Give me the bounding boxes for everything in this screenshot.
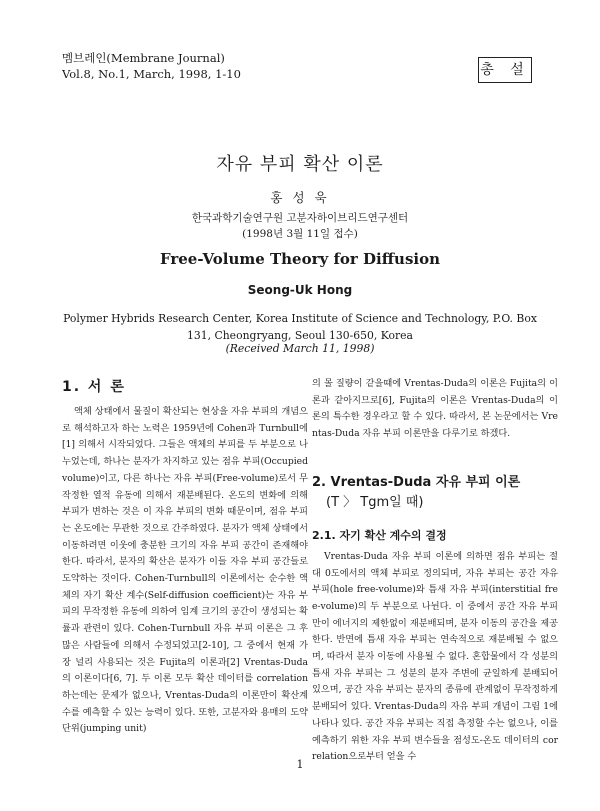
left-column — [62, 376, 308, 738]
section-1-body: 액체 상태에서 물질이 확산되는 현상을 자유 부피의 개념으로 해석하고자 하는 노력은 1959년에 Cohen과 Turnbull에[1] 의해서 시작되었다. 그들은 액체의 부피를 두 부분으로 나누었는데, 하나는 분자가 차지하고 있는 점유 부피(Occupied volume)이고, 다른 하나는 자유 부피(Free-volume)로서 무작정한 열적 유동에 의해서 재분배된다. 온도의 변화에 의해 부피가 변하는 것은 이 자유 부피의 변화 때문이며, 점유 부피는 온도에는 무관한 것으로 간주하였다. 분자가 액체 상태에서 이동하려면 이웃에 충분한 크기의 자유 부피 공간이 존재해야한다. 따라서, 분자의 확산은 분자가 이들 자유 부피 공간들로 도약하는 것이다. Cohen-Turnbull의 이론에서는 순수한 액체의 자기 확산 계수(Self-diffusion coefficient)는 자유 부피의 무작정한 유동에 의하여 임계 크기의 공간이 생성되는 확률과 관련이 있다. Cohen-Turnbull 자유 부피 이론은 그 후 많은 사람들에 의해서 수정되었고[2-10], 그 중에서 현재 가장 널리 사용되는 것은 Fujita의 이론과[2] Vrentas-Duda의 이론이다[6, 7]. 두 이론 모두 확산 데이터를 correlation하는데는 문제가 없으나, Vrentas-Duda의 이론만이 확산계수를 예측할 수 있는 능력이 있다. 또한, 고분자와 용매의 도약 단위(jumping unit) — [62, 406, 308, 735]
title-korean: 자유 부피 확산 이론 — [216, 154, 384, 175]
author-english: Seong-Uk Hong — [247, 283, 353, 297]
section-2-subheading: (T 〉 Tgm일 때) — [326, 494, 424, 510]
section-1-heading: 1. 서 론 — [62, 379, 126, 395]
section-2-1-body: Vrentas-Duda 자유 부피 이론에 의하면 점유 부피는 절대 0도에서의 액체 부피로 정의되며, 자유 부피는 공간 자유 부피(hole free-volume)와 틈새 자유 부피(interstitial free-volume)의 두 부분으로 나뉜다. 이 중에서 공간 자유 부피만이 에너지의 제한없이 재분배되며, 분자 이동의 공간을 제공한다. 반면에 틈새 자유 부피는 연속적으로 재분배될 수 없으며, 따라서 분자 이동에 사용될 수 없다. 혼합물에서 각 성분의 틈새 자유 부피는 그 성분의 분자 주변에 균일하게 분배되어 있으며, 공간 자유 부피는 분자의 종류에 관계없이 무작정하게 분배되어 있다. Vrentas-Duda의 자유 부피 개념이 그림 1에 나타나 있다. 공간 자유 부피는 직접 측정할 수는 없으나, 이를 예측하기 위한 자유 부피 변수들을 점성도-온도 데이터의 correlation으로부터 얻을 수 — [312, 550, 558, 763]
page-number: 1 — [296, 758, 304, 771]
section-2-heading: 2. Vrentas-Duda 자유 부피 이론 — [312, 474, 521, 490]
received-date-korean: (1998년 3월 11일 접수) — [242, 228, 358, 240]
title-english: Free-Volume Theory for Diffusion — [159, 250, 441, 268]
article-type-badge: 총 설 — [478, 57, 532, 83]
affiliation-english: Polymer Hybrids Research Center, Korea Institute of Science and Technology, P.O. Box 131, Cheongryang, Seoul 130-650, Korea — [63, 312, 537, 342]
journal-header — [62, 50, 241, 82]
journal-issue: Vol.8, No.1, March, 1998, 1-10 — [62, 67, 241, 81]
journal-name: 멤브레인(Membrane Journal) — [62, 51, 225, 65]
author-korean: 홍 성 욱 — [270, 190, 330, 205]
affiliation-korean: 한국과학기술연구원 고분자하이브리드연구센터 — [191, 212, 409, 224]
section-2-1-heading: 2.1. 자기 확산 계수의 결정 — [312, 528, 447, 542]
continuation-text: 의 몰 질량이 같을때에 Vrentas-Duda의 이론은 Fujita의 이론과 같아지므로[6], Fujita의 이론은 Vrentas-Duda의 이론의 특수한 경우라고 할 수 있다. 따라서, 본 논문에서는 Vrentas-Duda 자유 부피 이론만을 다루기로 하겠다. — [312, 378, 558, 440]
received-date-english: (Received March 11, 1998) — [225, 342, 375, 355]
right-column — [312, 376, 558, 766]
